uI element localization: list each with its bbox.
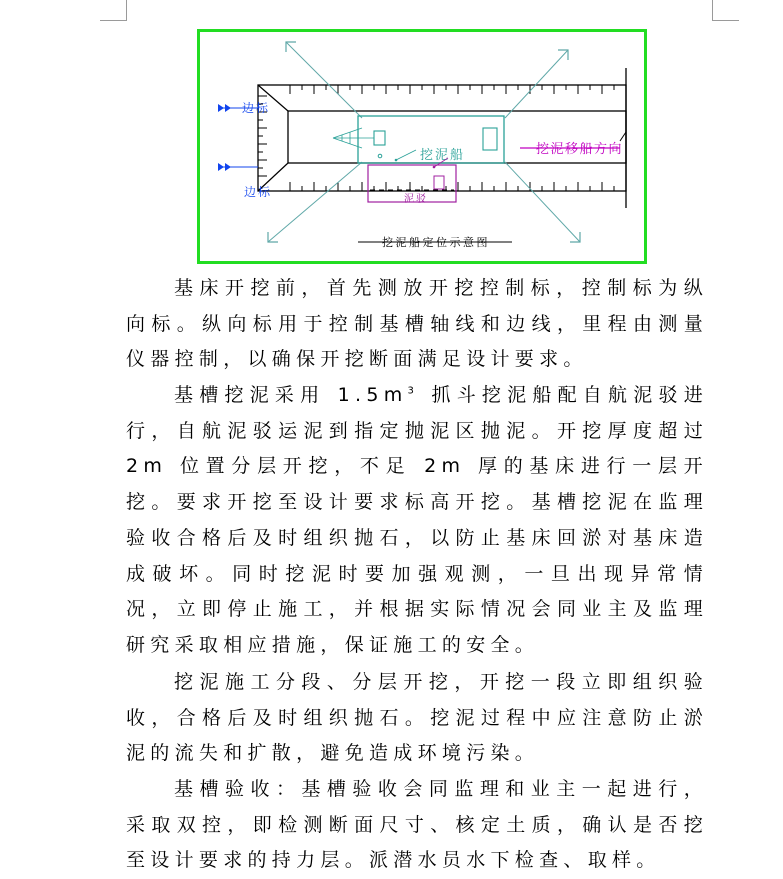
edge-label-top: 边标 <box>242 101 271 115</box>
barge-cabin <box>434 176 444 189</box>
paragraph-dredging-method-rest: 抓斗挖泥船配自航泥驳进行，自航泥驳运泥到指定抛泥区抛泥。开挖厚度超过 2m 位置分层开挖，不足 2m 厚的基床进行一层开挖。要求开挖至设计要求标高开挖。基槽挖泥在监理验收合格后及时组织抛石，以防止基床回淤对基床造成破坏。同时挖泥时要加强观测，一旦出现异常情况，立即停止施工，并根据实际情况会同业主及监理研究采取相应措施，保证施工的安全。 <box>126 384 708 656</box>
dredger-diagram <box>200 32 644 261</box>
barge-leader-dot <box>433 166 436 169</box>
page-corner-top-right <box>712 0 739 21</box>
paragraph-excavation-control: 基床开挖前，首先测放开挖控制标，控制标为纵向标。纵向标用于控制基槽轴线和边线，里程由测量仪器控制，以确保开挖断面满足设计要求。 <box>126 277 708 371</box>
dredger-leader-line <box>396 150 416 160</box>
direction-arrow-head <box>620 132 626 141</box>
barge-label: 泥驳 <box>404 194 428 205</box>
page-corner-top-left <box>100 0 127 21</box>
anchor-line <box>268 162 362 242</box>
anchor-line <box>286 42 362 118</box>
paragraph-trench-acceptance: 基槽验收：基槽验收会同监理和业主一起进行，采取双控，即检测断面尺寸、核定土质，确认是否挖至设计要求的持力层。派潜水员水下检查、取样。 <box>126 778 708 872</box>
dredger-leader-dot <box>395 159 398 162</box>
dredger-positioning-figure <box>197 29 647 264</box>
anchor-line <box>505 50 568 118</box>
figure-caption: 挖泥船定位示意图 <box>382 236 490 249</box>
paragraph-dredging-method-start: 基槽挖泥采用 1.5m <box>174 384 408 406</box>
dredger-cabin <box>374 131 385 145</box>
cubic-superscript: 3 <box>407 385 420 397</box>
slope-tick-marks <box>258 85 614 191</box>
edge-label-bottom: 边标 <box>244 185 273 199</box>
dredger-label: 挖泥船 <box>420 148 466 163</box>
paragraph-dredging-method <box>126 378 708 664</box>
dredger-winch <box>483 128 497 150</box>
paragraph-staged-excavation: 挖泥施工分段、分层开挖，开挖一段立即组织验收，合格后及时组织抛石。挖泥过程中应注意防止淤泥的流失和扩散，避免造成环境污染。 <box>126 671 708 765</box>
direction-label: 挖泥移船方向 <box>536 142 624 157</box>
dredger-point <box>378 154 382 158</box>
anchor-line <box>505 162 580 242</box>
trench-outer-outline <box>258 85 626 191</box>
